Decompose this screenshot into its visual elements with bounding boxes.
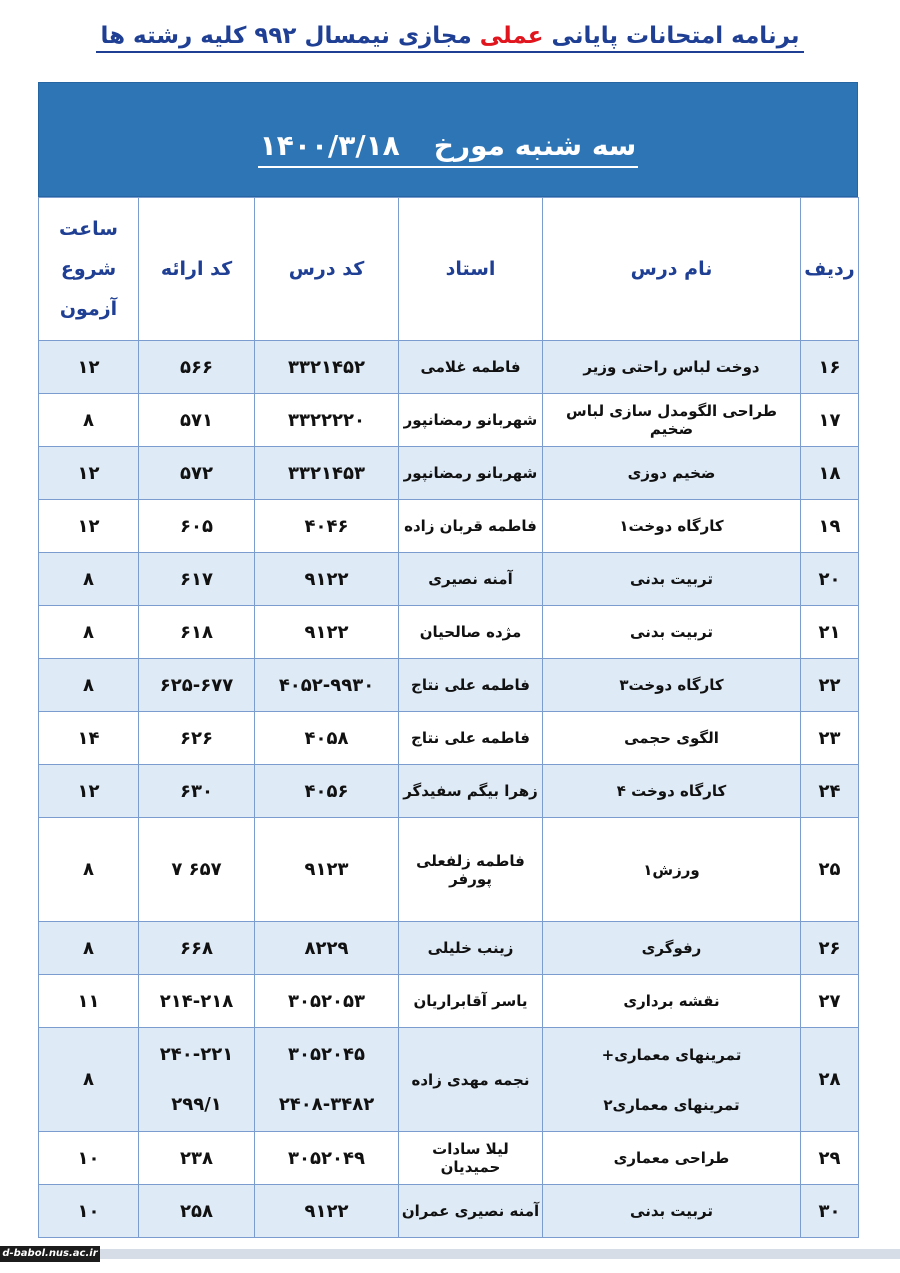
row-number: ۲۵ bbox=[801, 818, 859, 922]
date-banner bbox=[38, 82, 858, 197]
instructor: فاطمه قربان زاده bbox=[399, 500, 543, 553]
offer-code: ۶۶۸ bbox=[139, 922, 255, 975]
instructor: زینب خلیلی bbox=[399, 922, 543, 975]
course-code: ۳۳۲۲۲۲۰ bbox=[255, 394, 399, 447]
course-name: الگوی حجمی bbox=[543, 712, 801, 765]
table-row bbox=[39, 765, 859, 818]
table-row bbox=[39, 606, 859, 659]
footer-bar bbox=[0, 1249, 900, 1259]
instructor: شهربانو رمضانپور bbox=[399, 447, 543, 500]
header-start-time: ساعت شروع آزمون bbox=[39, 198, 139, 341]
course-name: تربیت بدنی bbox=[543, 553, 801, 606]
offer-code: ۶۲۶ bbox=[139, 712, 255, 765]
offer-code: ۶۱۸ bbox=[139, 606, 255, 659]
offer-code: ۲۱۴-۲۱۸ bbox=[139, 975, 255, 1028]
row-number: ۱۸ bbox=[801, 447, 859, 500]
course-code: ۳۳۲۱۴۵۳ bbox=[255, 447, 399, 500]
instructor: آمنه نصیری bbox=[399, 553, 543, 606]
course-code: ۳۰۵۲۰۵۳ bbox=[255, 975, 399, 1028]
start-time: ۸ bbox=[39, 1028, 139, 1132]
offer-code: ۶۱۷ bbox=[139, 553, 255, 606]
course-code: ۹۱۲۲ bbox=[255, 606, 399, 659]
start-time: ۱۲ bbox=[39, 500, 139, 553]
course-name: تربیت بدنی bbox=[543, 606, 801, 659]
start-time: ۱۲ bbox=[39, 341, 139, 394]
row-number: ۱۷ bbox=[801, 394, 859, 447]
start-time: ۱۰ bbox=[39, 1132, 139, 1185]
header-row-number: ردیف bbox=[801, 198, 859, 341]
course-code: ۴۰۵۲-۹۹۳۰ bbox=[255, 659, 399, 712]
header-course-code: کد درس bbox=[255, 198, 399, 341]
row-number: ۲۳ bbox=[801, 712, 859, 765]
offer-code: ۵۷۱ bbox=[139, 394, 255, 447]
course-code: ۳۰۵۲۰۴۹ bbox=[255, 1132, 399, 1185]
course-name: ضخیم دوزی bbox=[543, 447, 801, 500]
start-time: ۸ bbox=[39, 818, 139, 922]
course-name: کارگاه دوخت۱ bbox=[543, 500, 801, 553]
table-row bbox=[39, 975, 859, 1028]
instructor: یاسر آقابراریان bbox=[399, 975, 543, 1028]
start-time: ۱۲ bbox=[39, 765, 139, 818]
banner-text bbox=[258, 128, 639, 168]
start-time: ۱۴ bbox=[39, 712, 139, 765]
instructor: آمنه نصیری عمران bbox=[399, 1185, 543, 1238]
course-code: ۴۰۴۶ bbox=[255, 500, 399, 553]
exam-schedule-table bbox=[38, 197, 859, 1238]
instructor: زهرا بیگم سفیدگر bbox=[399, 765, 543, 818]
course-name: کارگاه دوخت ۴ bbox=[543, 765, 801, 818]
table-row bbox=[39, 712, 859, 765]
title-highlight: عملی bbox=[479, 23, 544, 49]
page-title-underlined bbox=[96, 21, 803, 53]
table-row bbox=[39, 818, 859, 922]
instructor: فاطمه علی نتاج bbox=[399, 659, 543, 712]
table-row bbox=[39, 341, 859, 394]
table-row bbox=[39, 659, 859, 712]
course-code: ۹۱۲۲ bbox=[255, 1185, 399, 1238]
title-part1: برنامه امتحانات پایانی bbox=[551, 23, 800, 49]
start-time: ۱۱ bbox=[39, 975, 139, 1028]
table-row bbox=[39, 922, 859, 975]
start-time: ۸ bbox=[39, 922, 139, 975]
row-number: ۲۲ bbox=[801, 659, 859, 712]
row-number: ۲۰ bbox=[801, 553, 859, 606]
row-number: ۲۹ bbox=[801, 1132, 859, 1185]
banner-day: سه شنبه مورخ bbox=[433, 128, 637, 162]
table-row bbox=[39, 1132, 859, 1185]
table-header-row bbox=[39, 198, 859, 341]
course-name: طراحی معماری bbox=[543, 1132, 801, 1185]
course-code: ۳۰۵۲۰۴۵ ۲۴۰۸-۳۴۸۲ bbox=[255, 1028, 399, 1132]
course-name: کارگاه دوخت۳ bbox=[543, 659, 801, 712]
offer-code: ۶۳۰ bbox=[139, 765, 255, 818]
start-time: ۱۰ bbox=[39, 1185, 139, 1238]
course-name: رفوگری bbox=[543, 922, 801, 975]
start-time: ۸ bbox=[39, 394, 139, 447]
table-row bbox=[39, 553, 859, 606]
course-code: ۳۳۲۱۴۵۲ bbox=[255, 341, 399, 394]
instructor: مژده صالحیان bbox=[399, 606, 543, 659]
row-number: ۲۷ bbox=[801, 975, 859, 1028]
course-name: تربیت بدنی bbox=[543, 1185, 801, 1238]
site-watermark: d-babol.nus.ac.ir bbox=[0, 1246, 100, 1262]
offer-code: ۲۳۸ bbox=[139, 1132, 255, 1185]
table-row bbox=[39, 500, 859, 553]
header-offer-code: کد ارائه bbox=[139, 198, 255, 341]
start-time: ۸ bbox=[39, 659, 139, 712]
banner-date: ۱۴۰۰/۳/۱۸ bbox=[259, 128, 400, 162]
page-title bbox=[0, 18, 900, 54]
offer-code: ۶۵۷ ۷ bbox=[139, 818, 255, 922]
row-number: ۱۶ bbox=[801, 341, 859, 394]
offer-code: ۲۵۸ bbox=[139, 1185, 255, 1238]
instructor: فاطمه علی نتاج bbox=[399, 712, 543, 765]
table-row bbox=[39, 394, 859, 447]
start-time: ۸ bbox=[39, 553, 139, 606]
table-row bbox=[39, 1185, 859, 1238]
offer-code: ۶۲۵-۶۷۷ bbox=[139, 659, 255, 712]
offer-code: ۵۷۲ bbox=[139, 447, 255, 500]
course-name: دوخت لباس راحتی وزیر bbox=[543, 341, 801, 394]
instructor: فاطمه زلفعلی پورفر bbox=[399, 818, 543, 922]
course-name: تمرینهای معماری+ تمرینهای معماری۲ bbox=[543, 1028, 801, 1132]
table-row bbox=[39, 1028, 859, 1132]
instructor: فاطمه غلامی bbox=[399, 341, 543, 394]
row-number: ۲۴ bbox=[801, 765, 859, 818]
instructor: لیلا سادات حمیدیان bbox=[399, 1132, 543, 1185]
table-row bbox=[39, 447, 859, 500]
course-code: ۹۱۲۲ bbox=[255, 553, 399, 606]
instructor: نجمه مهدی زاده bbox=[399, 1028, 543, 1132]
row-number: ۳۰ bbox=[801, 1185, 859, 1238]
row-number: ۲۶ bbox=[801, 922, 859, 975]
header-course-name: نام درس bbox=[543, 198, 801, 341]
course-code: ۹۱۲۳ bbox=[255, 818, 399, 922]
course-code: ۸۲۲۹ bbox=[255, 922, 399, 975]
instructor: شهربانو رمضانپور bbox=[399, 394, 543, 447]
offer-code: ۵۶۶ bbox=[139, 341, 255, 394]
title-part2: مجازی نیمسال ۹۹۲ کلیه رشته ها bbox=[100, 23, 472, 49]
course-name: طراحی الگومدل سازی لباس ضخیم bbox=[543, 394, 801, 447]
start-time: ۱۲ bbox=[39, 447, 139, 500]
row-number: ۲۱ bbox=[801, 606, 859, 659]
course-name: ورزش۱ bbox=[543, 818, 801, 922]
course-name: نقشه برداری bbox=[543, 975, 801, 1028]
course-code: ۴۰۵۸ bbox=[255, 712, 399, 765]
row-number: ۱۹ bbox=[801, 500, 859, 553]
offer-code: ۶۰۵ bbox=[139, 500, 255, 553]
offer-code: ۲۴۰-۲۲۱ ۲۹۹/۱ bbox=[139, 1028, 255, 1132]
course-code: ۴۰۵۶ bbox=[255, 765, 399, 818]
start-time: ۸ bbox=[39, 606, 139, 659]
row-number: ۲۸ bbox=[801, 1028, 859, 1132]
header-instructor: استاد bbox=[399, 198, 543, 341]
